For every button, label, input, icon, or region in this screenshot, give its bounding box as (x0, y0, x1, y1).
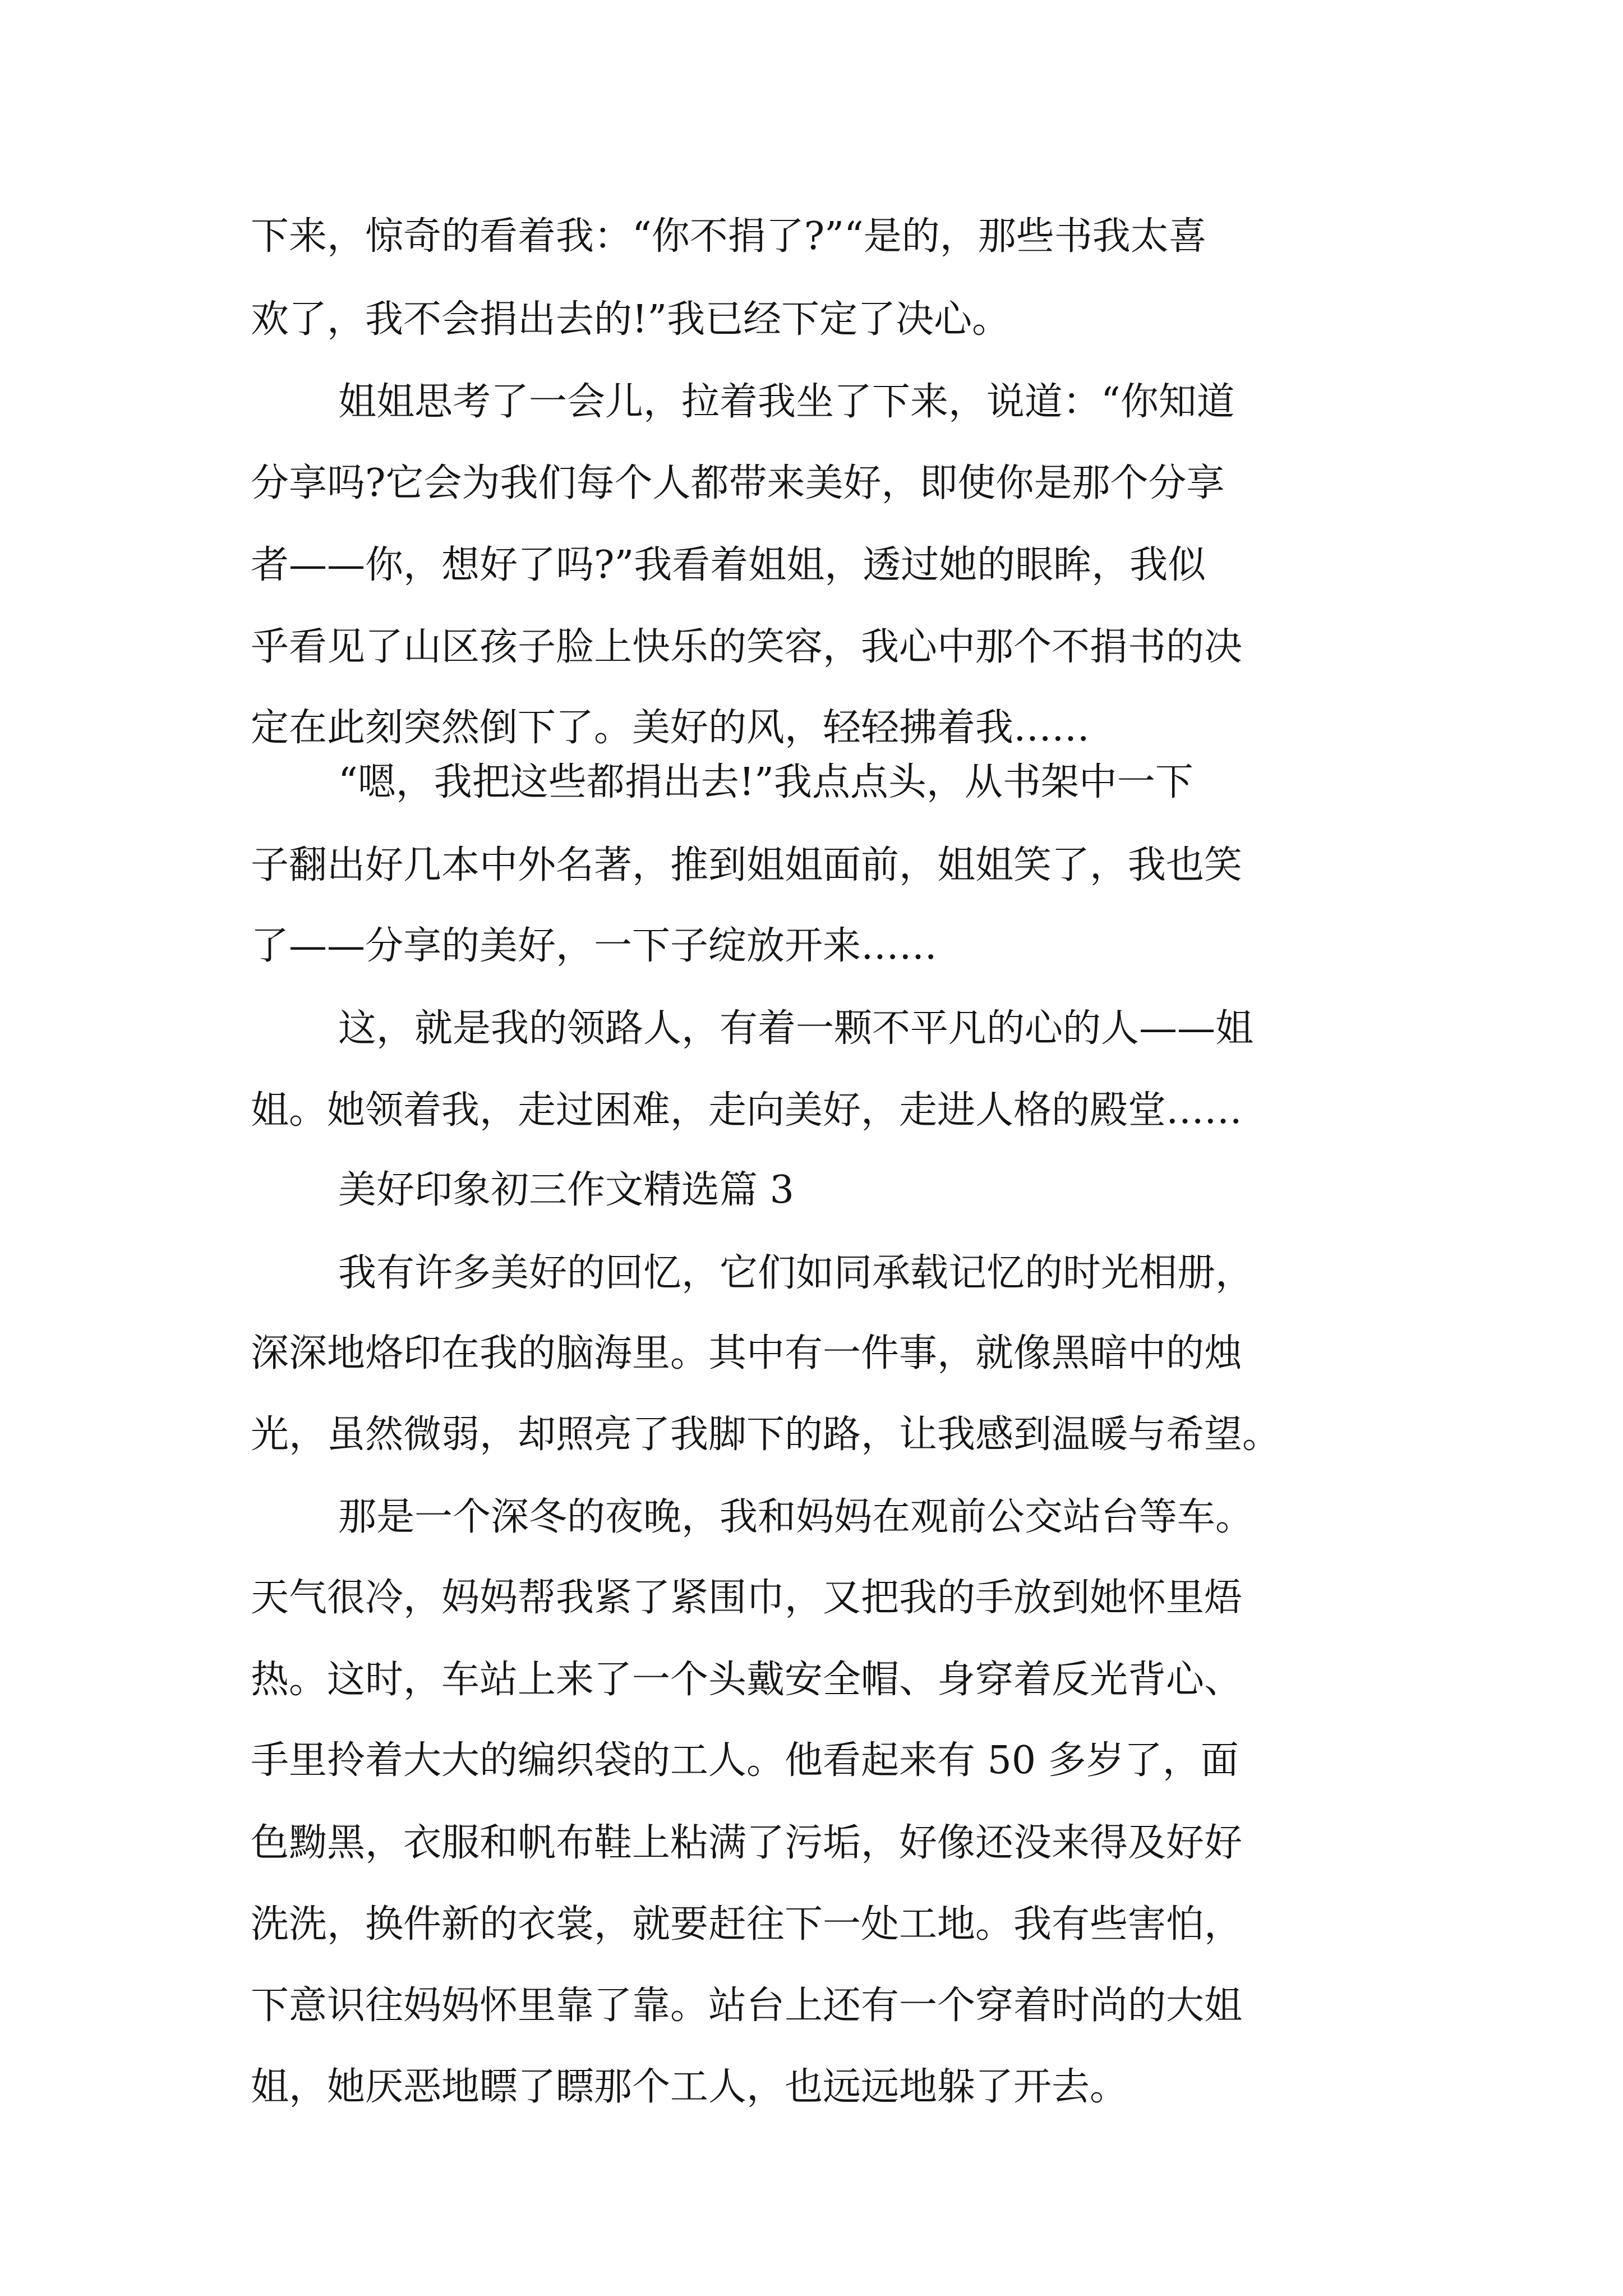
text-line: 欢了，我不会捐出去的!”我已经下定了决心。 (251, 297, 1011, 342)
text-line: 下意识往妈妈怀里靠了靠。站台上还有一个穿着时尚的大姐 (251, 1984, 1243, 2028)
text-line: 了——分享的美好，一下子绽放开来…… (251, 924, 938, 968)
paragraph-start-line: 这，就是我的领路人，有着一颗不平凡的心的人——姐 (338, 1006, 1254, 1051)
text-line: 者——你，想好了吗?”我看着姐姐，透过她的眼眸，我似 (251, 543, 1206, 587)
text-line: 深深地烙印在我的脑海里。其中有一件事，就像黑暗中的烛 (251, 1331, 1243, 1375)
paragraph-start-line: 姐姐思考了一会儿，拉着我坐了下来，说道：“你知道 (338, 380, 1235, 424)
paragraph-start-line: 那是一个深冬的夜晚，我和妈妈在观前公交站台等车。 (338, 1495, 1254, 1539)
text-line: 定在此刻突然倒下了。美好的风，轻轻拂着我…… (251, 706, 1090, 750)
paragraph-start-line: “嗯，我把这些都捐出去!”我点点头，从书架中一下 (338, 760, 1193, 804)
text-line: 洗洗，换件新的衣裳，就要赶往下一处工地。我有些害怕， (251, 1902, 1243, 1947)
text-line: 光，虽然微弱，却照亮了我脚下的路，让我感到温暖与希望。 (251, 1412, 1281, 1457)
text-line: 色黝黑，衣服和帆布鞋上粘满了污垢，好像还没来得及好好 (251, 1821, 1243, 1865)
text-line: 分享吗?它会为我们每个人都带来美好，即使你是那个分享 (251, 461, 1225, 505)
text-line: 乎看见了山区孩子脸上快乐的笑容，我心中那个不捐书的决 (251, 625, 1243, 669)
text-line: 姐，她厌恶地瞟了瞟那个工人，也远远地躲了开去。 (251, 2065, 1128, 2109)
text-line: 手里拎着大大的编织袋的工人。他看起来有 50 多岁了，面 (251, 1738, 1239, 1783)
text-line: 天气很冷，妈妈帮我紧了紧围巾，又把我的手放到她怀里焐 (251, 1576, 1243, 1620)
text-line: 姐。她领着我，走过困难，走向美好，走进人格的殿堂…… (251, 1088, 1243, 1133)
section-heading: 美好印象初三作文精选篇 3 (338, 1168, 794, 1212)
paragraph-start-line: 我有许多美好的回忆，它们如同承载记忆的时光相册， (338, 1251, 1254, 1295)
text-line: 下来，惊奇的看着我：“你不捐了?”“是的，那些书我太喜 (251, 214, 1207, 259)
text-line: 子翻出好几本中外名著，推到姐姐面前，姐姐笑了，我也笑 (251, 843, 1243, 887)
text-line: 热。这时，车站上来了一个头戴安全帽、身穿着反光背心、 (251, 1658, 1243, 1702)
